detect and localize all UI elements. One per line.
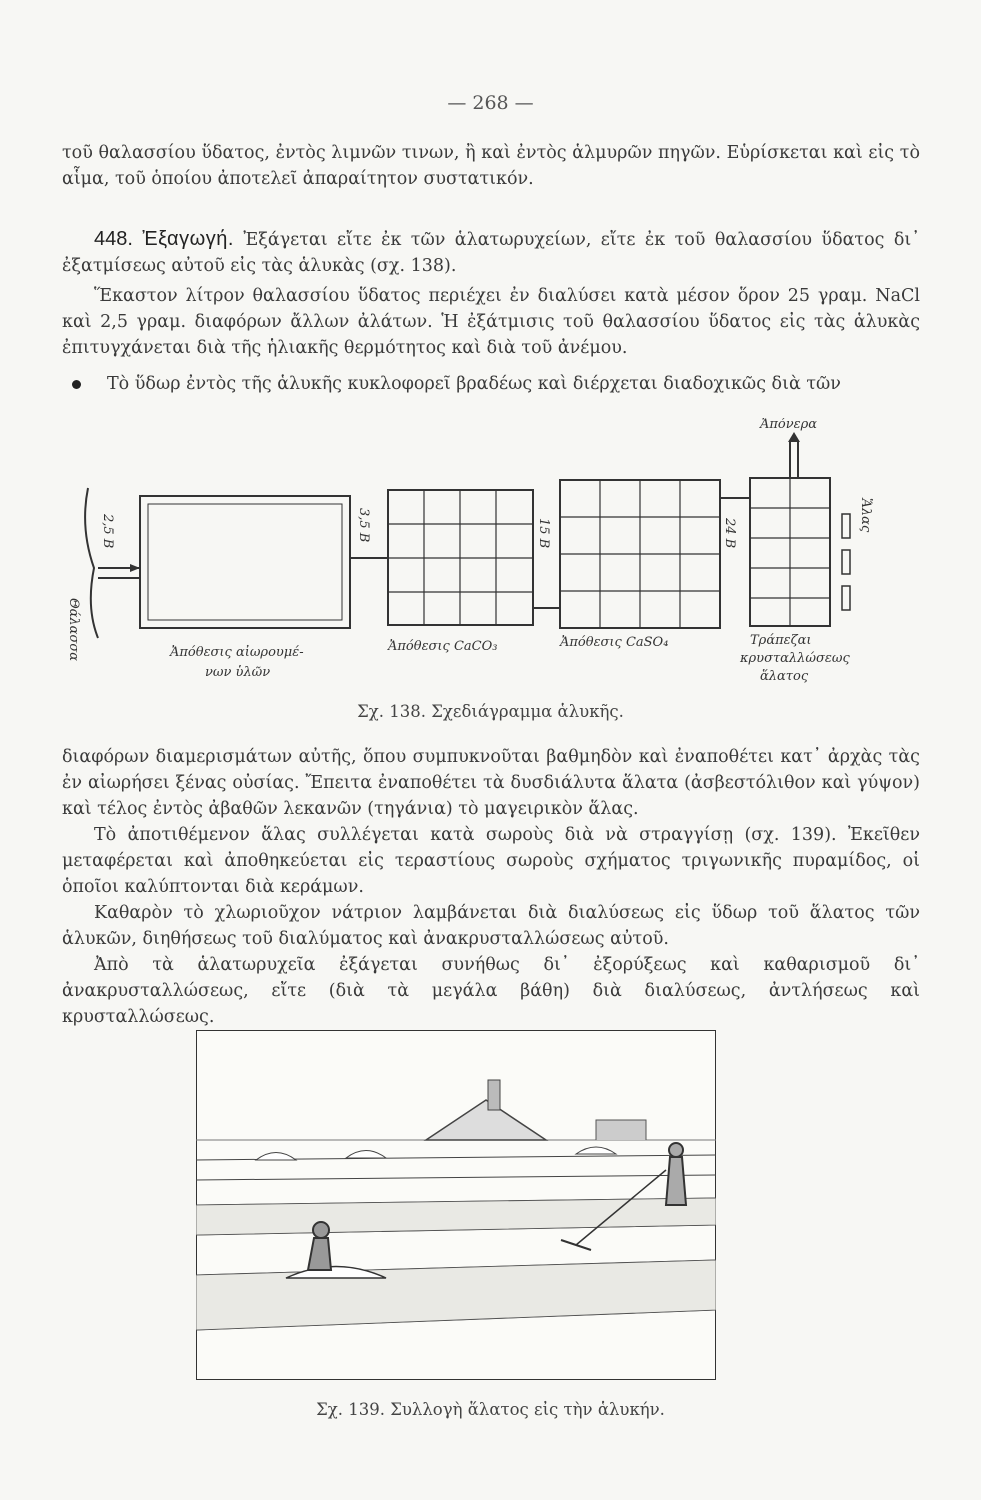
figure-139-caption: Σχ. 139. Συλλογὴ ἅλατος εἰς τὴν ἁλυκήν. xyxy=(316,1400,665,1419)
label-deposit-caco3: Ἀπόθεσις CaCO₃ xyxy=(388,639,498,654)
label-salt: Ἅλας xyxy=(858,498,873,533)
continuation-paragraph-4: Ἀπὸ τὰ ἁλατωρυχεῖα ἐξάγεται συνήθως δι᾽ ἐξορύξεως καὶ καθαρισμοῦ δι᾽ ἀνακρυσταλλώσεως, εἴτε (διὰ τὰ μεγάλα βάθη) διὰ διαλύσεως, ἀντλήσεως καὶ κρυσταλλώσεως. xyxy=(62,955,920,1027)
label-density-4: 24 B xyxy=(722,518,737,549)
label-deposit-suspended-2: νων ὑλῶν xyxy=(205,665,271,680)
settling-basin xyxy=(140,496,350,628)
tower xyxy=(488,1080,500,1110)
salt-collection-illustration xyxy=(196,1030,716,1380)
continuation-paragraph-2: Τὸ ἀποτιθέμενον ἅλας συλλέγεται κατὰ σωροὺς διὰ νὰ στραγγίσῃ (σχ. 139). Ἐκεῖθεν μεταφέρεται καὶ ἀποθηκεύεται εἰς τεραστίους σωροὺς σχήματος τριγωνικῆς πυραμίδος, οἱ ὁποῖοι καλύπτονται διὰ κεράμων. xyxy=(62,825,920,897)
label-deposit-suspended-1: Ἀπόθεσις αἰωρουμέ- xyxy=(170,645,304,660)
label-waste: Ἀπόνερα xyxy=(760,418,818,432)
shoreline xyxy=(85,488,98,638)
label-crystal-1: Τράπεζαι xyxy=(750,633,812,648)
label-density-3: 15 B xyxy=(536,518,551,549)
label-density-in: 2,5 B xyxy=(100,514,115,549)
figure-138-caption: Σχ. 138. Σχεδιάγραμμα ἁλυκῆς. xyxy=(357,702,624,721)
section-title: Ἐξαγωγή. xyxy=(142,228,234,250)
section-448 xyxy=(62,226,920,397)
label-deposit-caso4: Ἀπόθεσις CaSO₄ xyxy=(560,635,669,650)
section-paragraph-1: Ἐξάγεται εἴτε ἐκ τῶν ἁλατωρυχείων, εἴτε ἐκ τοῦ θαλασσίου ὕδατος δι᾽ ἐξατμίσεως αὐτοῦ εἰς τὰς ἁλυκὰς (σχ. 138). xyxy=(62,230,920,276)
label-crystal-3: ἅλατος xyxy=(760,669,809,684)
section-number: 448. xyxy=(94,228,133,250)
salt-pan-diagram xyxy=(60,418,920,698)
intro-paragraph: τοῦ θαλασσίου ὕδατος, ἐντὸς λιμνῶν τινων, ἢ καὶ ἐντὸς ἁλμυρῶν πηγῶν. Εὑρίσκεται καὶ εἰς τὸ αἷμα, τοῦ ὁποίου ἀποτελεῖ ἀπαραίτητον συστατικόν. xyxy=(62,143,920,189)
section-paragraph-3-wrap xyxy=(62,371,920,397)
section-heading-paragraph xyxy=(62,226,920,279)
continuation-paragraph-3: Καθαρὸν τὸ χλωριοῦχον νάτριον λαμβάνεται διὰ διαλύσεως εἰς ὕδωρ τοῦ ἅλατος τῶν ἁλυκῶν, διηθήσεως τοῦ διαλύματος καὶ ἀνακρυσταλλώσεως αὐτοῦ. xyxy=(62,903,920,949)
continuation-paragraph-1: διαφόρων διαμερισμάτων αὐτῆς, ὅπου συμπυκνοῦται βαθμηδὸν καὶ ἐναποθέτει κατ᾽ ἀρχὰς τὰς ἐν αἰωρήσει ξένας οὐσίας. Ἔπειτα ἐναποθέτει τὰ δυσδιάλυτα ἅλατα (ἀσβεστόλιθον καὶ γύψον) καὶ τέλος ἐντὸς ἀβαθῶν λεκανῶν (τηγάνια) τὸ μαγειρικὸν ἅλας. xyxy=(62,747,920,819)
section-paragraph-3: Τὸ ὕδωρ ἐντὸς τῆς ἁλυκῆς κυκλοφορεῖ βραδέως καὶ διέρχεται διαδοχικῶς διὰ τῶν xyxy=(107,374,841,394)
page-number: — 268 — xyxy=(447,92,534,114)
label-density-2: 3,5 B xyxy=(356,508,371,543)
bullet-marker xyxy=(72,380,81,389)
label-crystal-2: κρυσταλλώσεως xyxy=(740,651,850,666)
section-paragraph-2: Ἕκαστον λίτρον θαλασσίου ὕδατος περιέχει ἐν διαλύσει κατὰ μέσον ὅρον 25 γραμ. NaCl καὶ 2,5 γραμ. διαφόρων ἄλλων ἀλάτων. Ἡ ἐξάτμισις τοῦ θαλασσίου ὕδατος εἰς τὰς ἁλυκὰς ἐπιτυγχάνεται διὰ τῆς ἡλιακῆς θερμότητος καὶ διὰ τοῦ ἀνέμου. xyxy=(62,286,920,358)
intro-block xyxy=(62,140,920,192)
label-sea: Θάλασσα xyxy=(66,598,81,661)
continuation-block xyxy=(62,744,920,1030)
